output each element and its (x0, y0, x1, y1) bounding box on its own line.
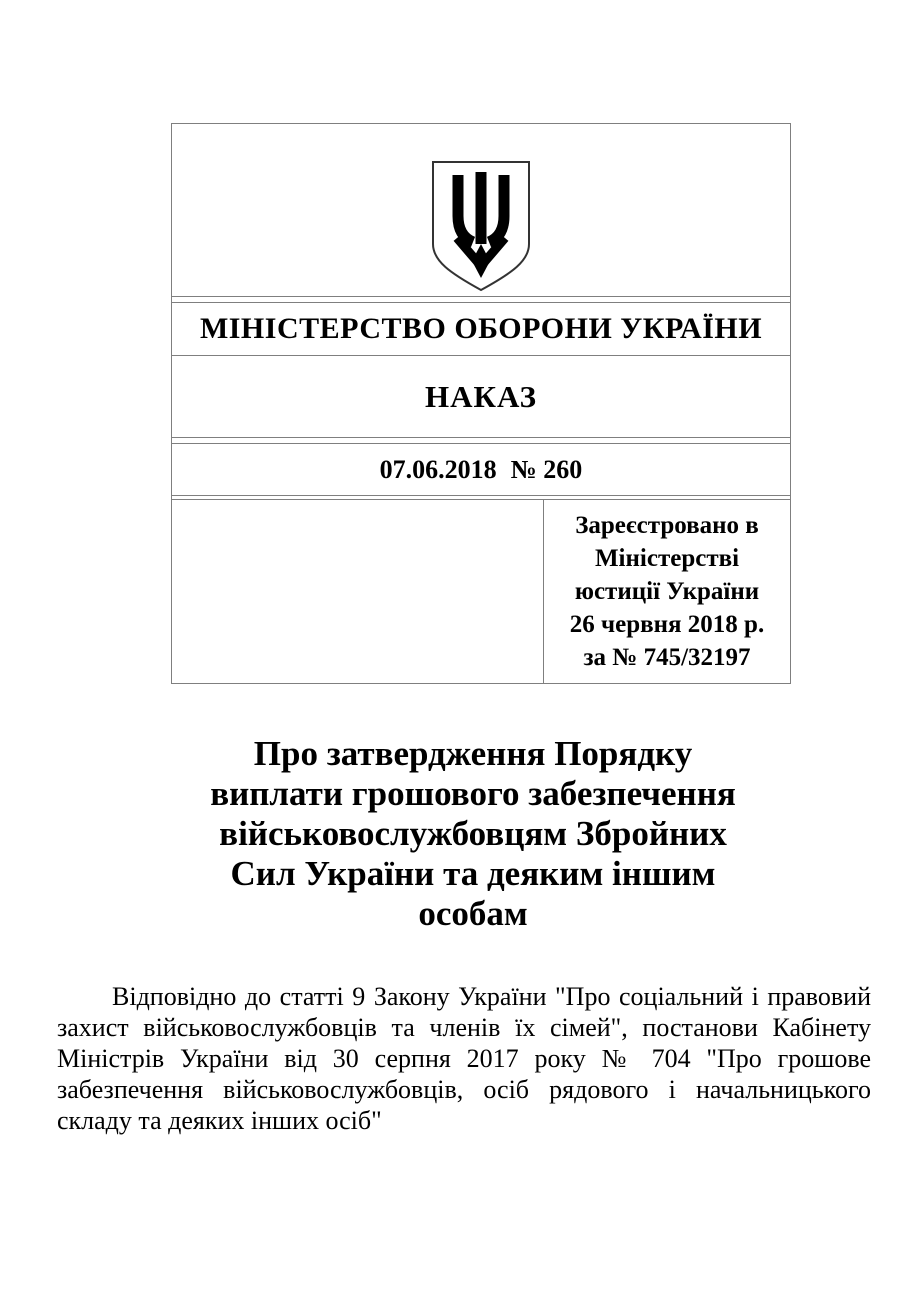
registration-line: за № 745/32197 (583, 644, 751, 671)
document-body (57, 981, 871, 1136)
title-line: особам (418, 894, 528, 933)
registration-stamp (544, 500, 791, 684)
title-line: виплати грошового забезпечення (210, 774, 736, 813)
registration-line: Міністерстві (594, 545, 740, 572)
order-label: НАКАЗ (172, 356, 791, 438)
order-date: 07.06.2018 (379, 454, 497, 484)
document-header-table (171, 123, 791, 684)
empty-cell (172, 500, 544, 684)
title-line: Сил України та деяким іншим (230, 854, 716, 893)
emblem-cell (172, 124, 791, 297)
title-line: військовослужбовцям Збройних (219, 814, 727, 853)
registration-line: 26 червня 2018 р. (569, 611, 765, 638)
registration-line: Зареєстровано в (575, 512, 759, 539)
body-paragraph: Відповідно до статті 9 Закону України "Про соціальний і правовий захист військовослужбовців та членів їх сімей", постанови Кабінету Міністрів України від 30 серпня 2017 року № 704 "Про грошове забезпечення військовослужбовців, осіб рядового і начальницького складу та деяких інших осіб" (57, 982, 871, 1135)
document-title (57, 734, 871, 934)
coat-of-arms-icon (431, 160, 531, 292)
ministry-name: МІНІСТЕРСТВО ОБОРОНИ УКРАЇНИ (172, 303, 791, 356)
order-number: № 260 (510, 454, 583, 484)
order-date-row (172, 444, 791, 496)
registration-line: юстиції України (574, 578, 760, 605)
title-line: Про затвердження Порядку (253, 734, 693, 773)
